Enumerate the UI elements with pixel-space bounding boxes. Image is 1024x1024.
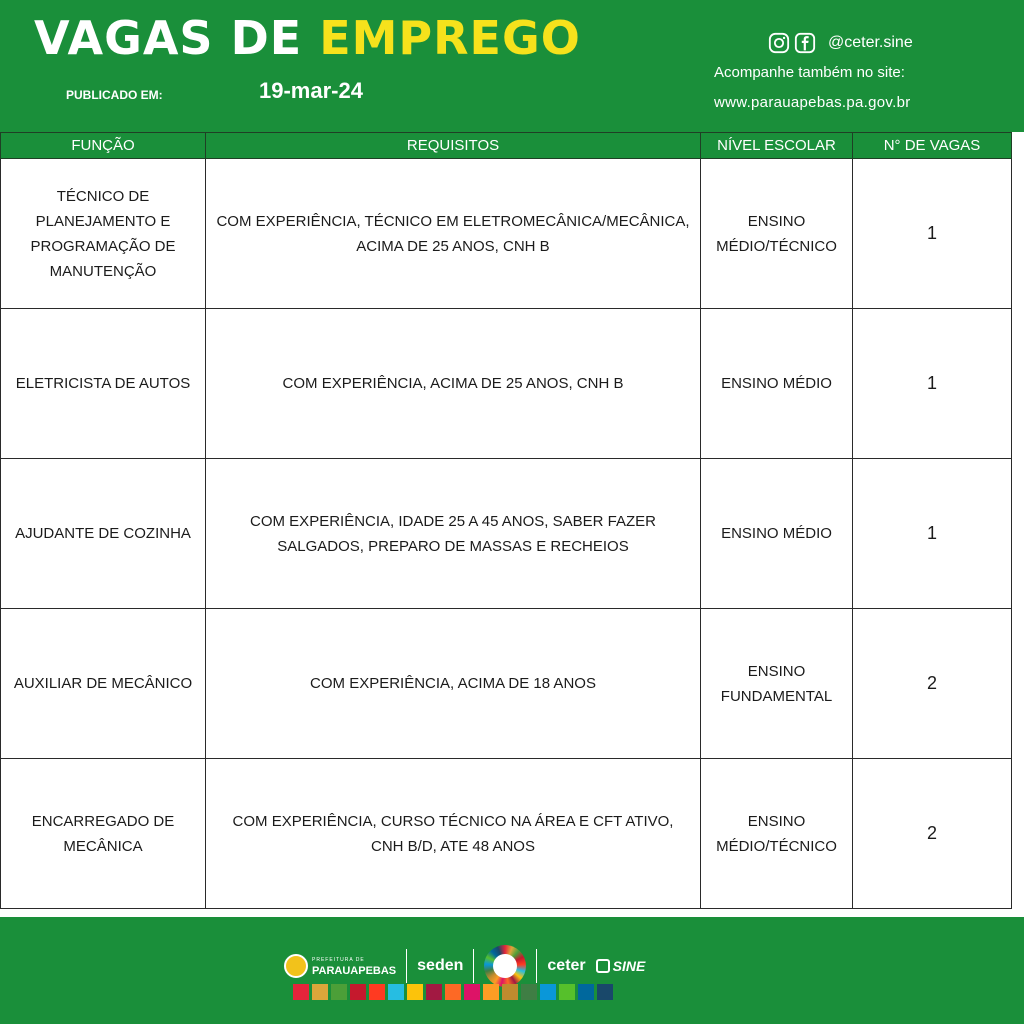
cell-vagas: 1 (853, 159, 1012, 309)
cell-funcao: ENCARREGADO DE MECÂNICA (1, 759, 206, 909)
ods-goal-icon (369, 984, 385, 1000)
site-link[interactable]: www.parauapebas.pa.gov.br (714, 94, 911, 111)
cell-nivel: ENSINO MÉDIO/TÉCNICO (701, 159, 853, 309)
ods-goal-icon (312, 984, 328, 1000)
footer-banner (0, 917, 1024, 1024)
prefeitura-emblem-icon (284, 954, 308, 978)
facebook-icon[interactable] (794, 32, 816, 54)
table-row (1, 459, 1012, 609)
title-part2: EMPREGO (319, 11, 581, 65)
header-requisitos: REQUISITOS (206, 133, 701, 159)
ods-goal-icon (483, 984, 499, 1000)
follow-text: Acompanhe também no site: (714, 64, 905, 81)
logo-divider (406, 949, 407, 983)
header-banner (0, 0, 1024, 132)
ods-goal-icon (559, 984, 575, 1000)
cell-requisitos: COM EXPERIÊNCIA, ACIMA DE 25 ANOS, CNH B (206, 309, 701, 459)
logo-prefeitura-name: PARAUAPEBAS (312, 965, 397, 977)
cell-funcao: ELETRICISTA DE AUTOS (1, 309, 206, 459)
ods-goal-icon (293, 984, 309, 1000)
cell-vagas: 1 (853, 459, 1012, 609)
table-row (1, 309, 1012, 459)
ods-goal-icon (350, 984, 366, 1000)
ods-goal-icon (426, 984, 442, 1000)
ods-goal-icon (597, 984, 613, 1000)
ods-goal-icon (445, 984, 461, 1000)
cell-vagas: 2 (853, 759, 1012, 909)
cell-requisitos: COM EXPERIÊNCIA, CURSO TÉCNICO NA ÁREA E CFT ATIVO, CNH B/D, ATE 48 ANOS (206, 759, 701, 909)
cell-requisitos: COM EXPERIÊNCIA, IDADE 25 A 45 ANOS, SABER FAZER SALGADOS, PREPARO DE MASSAS E RECHEIOS (206, 459, 701, 609)
social-handle[interactable]: @ceter.sine (828, 34, 913, 51)
ods-goal-icon (540, 984, 556, 1000)
logo-divider (473, 949, 474, 983)
social-links (768, 30, 913, 56)
instagram-icon[interactable] (768, 32, 790, 54)
ods-wheel-icon (484, 945, 526, 987)
header-vagas: N° DE VAGAS (853, 133, 1012, 159)
logo-sine (596, 958, 646, 974)
logo-seden: seden (417, 957, 464, 974)
cell-funcao: AJUDANTE DE COZINHA (1, 459, 206, 609)
cell-nivel: ENSINO MÉDIO (701, 459, 853, 609)
ods-goal-icon (502, 984, 518, 1000)
sine-mark-icon (596, 959, 610, 973)
table-row (1, 609, 1012, 759)
cell-requisitos: COM EXPERIÊNCIA, ACIMA DE 18 ANOS (206, 609, 701, 759)
table-row (1, 159, 1012, 309)
cell-funcao: TÉCNICO DE PLANEJAMENTO E PROGRAMAÇÃO DE MANUTENÇÃO (1, 159, 206, 309)
cell-nivel: ENSINO FUNDAMENTAL (701, 609, 853, 759)
published-date: 19-mar-24 (259, 78, 363, 103)
page-title (34, 8, 581, 68)
cell-nivel: ENSINO MÉDIO (701, 309, 853, 459)
logo-ceter: ceter (547, 957, 586, 974)
cell-requisitos: COM EXPERIÊNCIA, TÉCNICO EM ELETROMECÂNICA/MECÂNICA, ACIMA DE 25 ANOS, CNH B (206, 159, 701, 309)
published-label: PUBLICADO EM: (66, 88, 163, 102)
cell-funcao: AUXILIAR DE MECÂNICO (1, 609, 206, 759)
logo-prefeitura-top: PREFEITURA DE (312, 957, 365, 963)
table-row (1, 759, 1012, 909)
ods-goal-icon (388, 984, 404, 1000)
header-nivel: NÍVEL ESCOLAR (701, 133, 853, 159)
ods-goal-icon (331, 984, 347, 1000)
header-funcao: FUNÇÃO (1, 133, 206, 159)
ods-goal-icon (464, 984, 480, 1000)
logo-prefeitura (284, 954, 396, 978)
ods-goal-icon (578, 984, 594, 1000)
cell-vagas: 2 (853, 609, 1012, 759)
ods-goal-icon (407, 984, 423, 1000)
table-header-row (1, 133, 1012, 159)
title-part1: VAGAS DE (34, 11, 303, 65)
ods-goals-strip (293, 984, 613, 1001)
logo-divider (536, 949, 537, 983)
cell-nivel: ENSINO MÉDIO/TÉCNICO (701, 759, 853, 909)
ods-goal-icon (521, 984, 537, 1000)
jobs-table (0, 132, 1012, 909)
logo-sine-text: SINE (612, 958, 646, 974)
cell-vagas: 1 (853, 309, 1012, 459)
